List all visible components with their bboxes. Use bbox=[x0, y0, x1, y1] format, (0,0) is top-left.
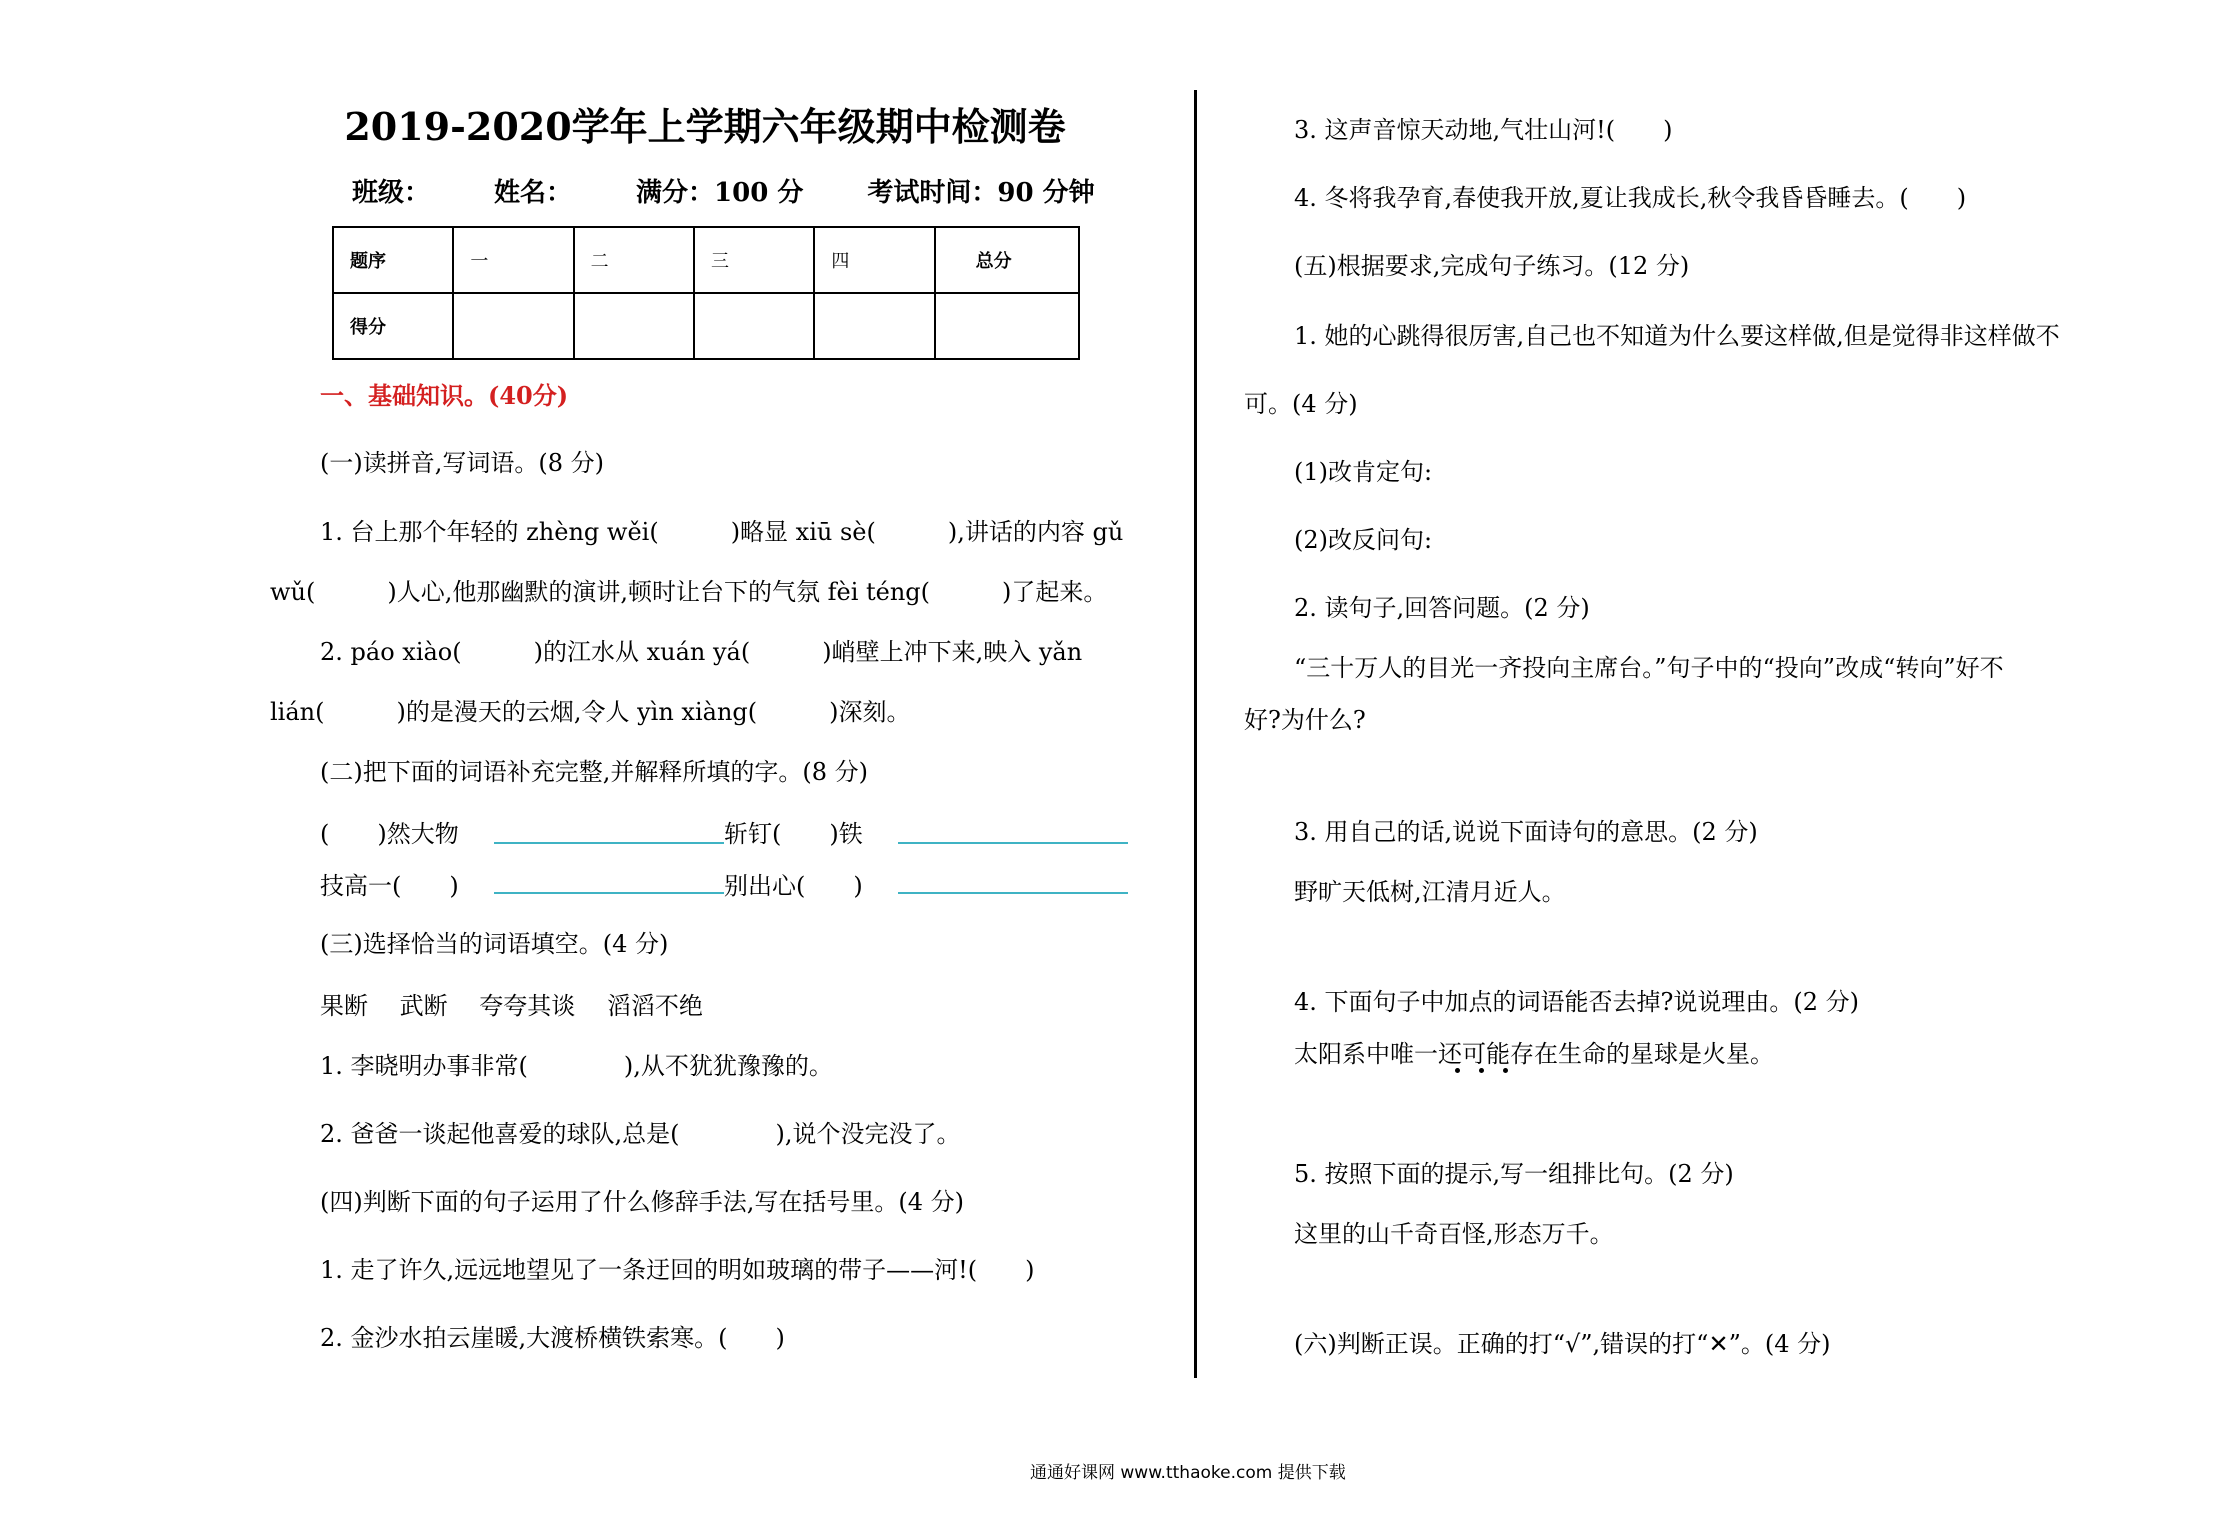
part-3-question-2: 2. 爸爸一谈起他喜爱的球队,总是( ),说个没完没了。 bbox=[320, 1120, 961, 1148]
score-header-cell: 三 bbox=[694, 227, 814, 293]
part-5-title: (五)根据要求,完成句子练习。(12 分) bbox=[1294, 252, 1690, 280]
idiom-3: 技高一( ) bbox=[320, 872, 459, 900]
score-header-cell: 四 bbox=[814, 227, 934, 293]
part-4-title: (四)判断下面的句子运用了什么修辞手法,写在括号里。(4 分) bbox=[320, 1188, 964, 1216]
exam-info bbox=[352, 172, 1095, 209]
score-cell bbox=[814, 293, 934, 359]
score-cell bbox=[453, 293, 573, 359]
part-5-question-3: 3. 用自己的话,说说下面诗句的意思。(2 分) bbox=[1294, 818, 1758, 846]
word-choices: 果断 武断 夸夸其谈 滔滔不绝 bbox=[320, 992, 703, 1020]
score-table-header-row bbox=[333, 227, 1079, 293]
score-cell bbox=[935, 293, 1079, 359]
exam-title: 2019-2020学年上学期六年级期中检测卷 bbox=[344, 104, 1066, 149]
answer-line bbox=[898, 892, 1128, 894]
footer-credit: 通通好课网 www.tthaoke.com 提供下载 bbox=[1030, 1463, 1346, 1483]
part-5-question-4-sentence: 太阳系中唯一还可能存在生命的星球是火星。 bbox=[1294, 1040, 1774, 1068]
part-4-question-2: 2. 金沙水拍云崖暖,大渡桥横铁索寒。( ) bbox=[320, 1324, 785, 1352]
part-5-question-1-line-1: 1. 她的心跳得很厉害,自己也不知道为什么要这样做,但是觉得非这样做不 bbox=[1294, 322, 2060, 350]
part-1-question-1-line-2: wǔ( )人心,他那幽默的演讲,顿时让台下的气氛 fèi téng( )了起来。 bbox=[270, 578, 1108, 606]
part-1-question-1-line-1: 1. 台上那个年轻的 zhèng wěi( )略显 xiū sè( ),讲话的内容 gǔ bbox=[320, 518, 1124, 546]
score-header-cell: 总分 bbox=[935, 227, 1079, 293]
full-score: 满分：100 分 bbox=[636, 178, 804, 208]
part-3-question-1: 1. 李晓明办事非常( ),从不犹犹豫豫的。 bbox=[320, 1052, 833, 1080]
class-label: 班级： bbox=[352, 178, 431, 208]
part-5-question-4: 4. 下面句子中加点的词语能否去掉?说说理由。(2 分) bbox=[1294, 988, 1860, 1016]
part-5-question-5: 5. 按照下面的提示,写一组排比句。(2 分) bbox=[1294, 1160, 1734, 1188]
name-label: 姓名： bbox=[494, 178, 573, 208]
part-5-question-2-text-line-1: “三十万人的目光一齐投向主席台。”句子中的“投向”改成“转向”好不 bbox=[1294, 654, 2004, 682]
column-divider bbox=[1194, 90, 1197, 1378]
idiom-2: 斩钉( )铁 bbox=[724, 820, 863, 848]
part-4-question-4: 4. 冬将我孕育,春使我开放,夏让我成长,秋令我昏昏睡去。( ) bbox=[1294, 184, 1967, 212]
answer-line bbox=[494, 892, 724, 894]
emphasis-dot bbox=[1479, 1068, 1484, 1073]
emphasis-dot bbox=[1455, 1068, 1460, 1073]
part-5-question-5-prompt: 这里的山千奇百怪,形态万千。 bbox=[1294, 1220, 1614, 1248]
exam-time: 考试时间：90 分钟 bbox=[867, 178, 1095, 208]
idiom-4: 别出心( ) bbox=[724, 872, 863, 900]
part-5-question-2-text-line-2: 好?为什么? bbox=[1244, 706, 1366, 734]
part-4-question-3: 3. 这声音惊天动地,气壮山河!( ) bbox=[1294, 116, 1673, 144]
score-row-label: 得分 bbox=[333, 293, 453, 359]
score-header-cell: 一 bbox=[453, 227, 573, 293]
emphasis-dot bbox=[1503, 1068, 1508, 1073]
part-1-title: (一)读拼音,写词语。(8 分) bbox=[320, 449, 604, 477]
idiom-1: ( )然大物 bbox=[320, 820, 459, 848]
poem-line: 野旷天低树,江清月近人。 bbox=[1294, 878, 1566, 906]
score-cell bbox=[694, 293, 814, 359]
part-2-title: (二)把下面的词语补充完整,并解释所填的字。(8 分) bbox=[320, 758, 868, 786]
score-cell bbox=[574, 293, 694, 359]
part-5-question-1-sub-2: (2)改反问句: bbox=[1294, 526, 1433, 554]
score-table-score-row bbox=[333, 293, 1079, 359]
part-3-title: (三)选择恰当的词语填空。(4 分) bbox=[320, 930, 669, 958]
answer-line bbox=[898, 842, 1128, 844]
part-5-question-2: 2. 读句子,回答问题。(2 分) bbox=[1294, 594, 1590, 622]
part-1-question-2-line-1: 2. páo xiào( )的江水从 xuán yá( )峭壁上冲下来,映入 yǎn bbox=[320, 638, 1083, 666]
part-6-title: (六)判断正误。正确的打“√”,错误的打“✕”。(4 分) bbox=[1294, 1330, 1831, 1358]
part-4-question-1: 1. 走了许久,远远地望见了一条迂回的明如玻璃的带子——河!( ) bbox=[320, 1256, 1035, 1284]
part-1-question-2-line-2: lián( )的是漫天的云烟,令人 yìn xiàng( )深刻。 bbox=[270, 698, 911, 726]
part-5-question-1-sub-1: (1)改肯定句: bbox=[1294, 458, 1433, 486]
section-1-heading: 一、基础知识。(40分) bbox=[320, 381, 569, 410]
score-table bbox=[332, 226, 1080, 360]
answer-line bbox=[494, 842, 724, 844]
score-header-cell: 二 bbox=[574, 227, 694, 293]
part-5-question-1-line-2: 可。(4 分) bbox=[1244, 390, 1358, 418]
score-header-cell: 题序 bbox=[333, 227, 453, 293]
